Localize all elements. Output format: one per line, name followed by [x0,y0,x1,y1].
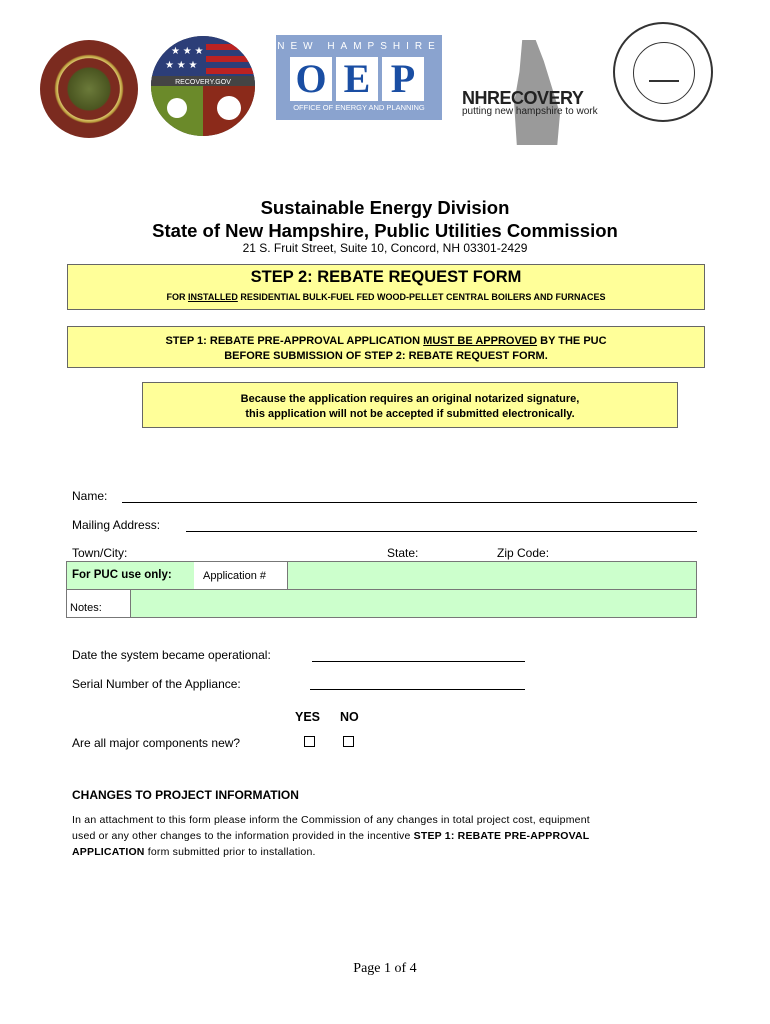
puc-use-label: For PUC use only: [72,569,172,581]
town-city-label: Town/City: [72,546,128,560]
mailing-address-label: Mailing Address: [72,518,161,532]
form-subtitle: FOR INSTALLED RESIDENTIAL BULK-FUEL FED WOOD-PELLET CENTRAL BOILERS AND FURNACES [166,292,606,302]
step1-line1: STEP 1: REBATE PRE-APPROVAL APPLICATION MUST BE APPROVED BY THE PUC [165,335,607,347]
oep-letter-p: P [382,57,424,101]
notes-row [66,589,697,618]
application-number-label: Application # [203,570,266,582]
changes-paragraph: In an attachment to this form please inform the Commission of any changes in total project cost, equipment used or any other changes to the information provided in the incentive STEP 1: REBATE PRE-APPROVAL APPLICATION form submitted prior to installation. [72,814,590,858]
oep-letter-o: O [290,57,332,101]
yes-label: YES [295,710,321,724]
serial-number-field[interactable] [310,689,525,690]
state-label: State: [387,546,419,560]
svg-text:★ ★ ★: ★ ★ ★ [171,46,204,57]
step1-notice-box [67,326,705,368]
no-checkbox[interactable] [343,736,354,747]
mailing-address-field[interactable] [186,531,697,532]
serial-number-label: Serial Number of the Appliance: [72,677,241,691]
oep-letter-e: E [336,57,378,101]
address: 21 S. Fruit Street, Suite 10, Concord, NH 03301-2429 [242,241,528,255]
application-number-field[interactable] [287,562,696,589]
yes-checkbox[interactable] [304,736,315,747]
page-number: Page 1 of 4 [353,961,417,976]
state-seal-logo [40,40,138,138]
recovery-gov-logo [151,36,255,136]
step1-line2: BEFORE SUBMISSION OF STEP 2: REBATE REQUEST FORM. [224,350,548,362]
name-label: Name: [72,489,108,503]
notice-line2: this application will not be accepted if submitted electronically. [245,408,575,420]
step2-box [67,264,705,310]
name-field[interactable] [122,502,697,503]
notes-label: Notes: [70,602,102,614]
svg-text:★ ★ ★: ★ ★ ★ [165,60,198,71]
date-operational-label: Date the system became operational: [72,648,271,662]
oep-top-text: NEW HAMPSHIRE [277,41,441,52]
no-label: NO [340,710,359,724]
notarized-notice-box [142,382,678,428]
zip-code-label: Zip Code: [497,546,550,560]
date-operational-field[interactable] [312,661,525,662]
division-title: Sustainable Energy Division [260,197,510,218]
changes-heading: CHANGES TO PROJECT INFORMATION [72,788,299,802]
recovery-logo-text: RECOVERY.GOV [175,79,231,86]
form-title: STEP 2: REBATE REQUEST FORM [250,268,522,286]
notice-line1: Because the application requires an original notarized signature, [240,393,580,405]
oep-bottom-text: OFFICE OF ENERGY AND PLANNING [293,103,425,112]
nhrecovery-brand: NHRECOVERY [462,88,584,108]
puc-use-row [66,561,697,590]
notes-field[interactable] [130,590,696,617]
components-new-label: Are all major components new? [72,736,241,750]
scale-icon [649,58,679,82]
puc-seal-logo [613,22,713,122]
nhrecovery-tagline: putting new hampshire to work [462,106,598,117]
nhrecovery-logo [462,40,602,145]
oep-logo [276,35,442,120]
commission-title: State of New Hampshire, Public Utilities Commission [152,220,618,241]
